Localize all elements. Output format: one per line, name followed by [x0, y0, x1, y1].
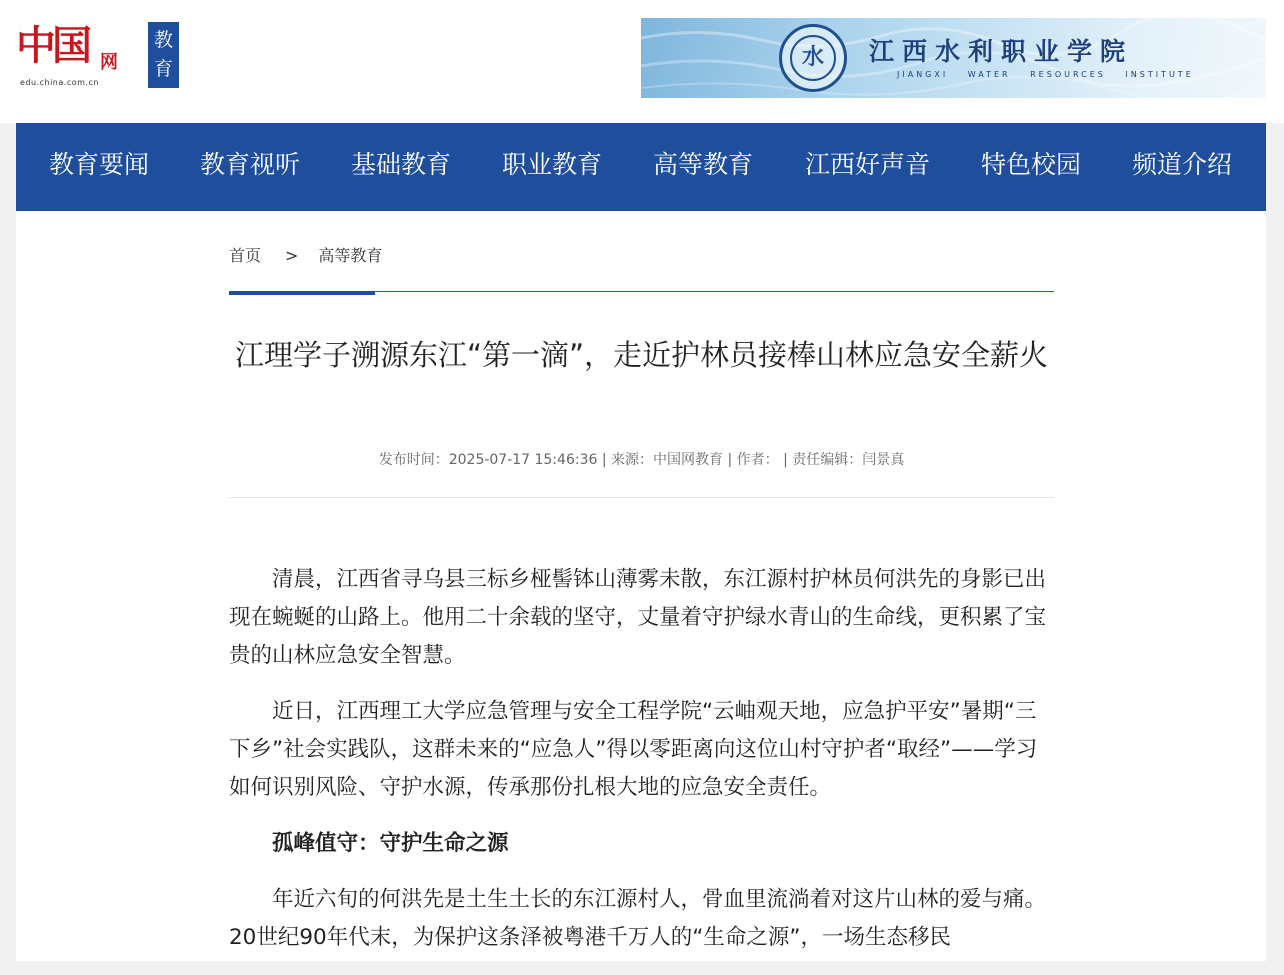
education-channel-badge: 教育 — [148, 22, 179, 88]
article-paragraph: 清晨，江西省寻乌县三标乡桠髻钵山薄雾未散，东江源村护林员何洪先的身影已出现在蜿蜒的山路上。他用二十余载的坚守，丈量着守护绿水青山的生命线，更积累了宝贵的山林应急安全智慧。 — [229, 567, 1047, 668]
breadcrumb-current-link[interactable]: 高等教育 — [318, 246, 383, 265]
nav-item-featured-campus[interactable]: 特色校园 — [981, 150, 1082, 179]
nav-item-vocational-education[interactable]: 职业教育 — [502, 150, 603, 179]
divider-accent — [229, 291, 375, 295]
nav-item-channel-intro[interactable]: 频道介绍 — [1132, 150, 1233, 179]
breadcrumb — [229, 243, 382, 266]
site-header — [0, 0, 1284, 123]
logo-domain-text: edu.china.com.cn — [20, 78, 99, 87]
nav-item-education-video[interactable]: 教育视听 — [200, 150, 301, 179]
institute-name-cn: 江西水利职业学院 — [869, 37, 1134, 66]
section-divider — [229, 291, 1054, 297]
article-title: 江理学子溯源东江“第一滴”，走近护林员接棒山林应急安全薪火 — [234, 338, 1049, 372]
article-paragraph: 近日，江西理工大学应急管理与安全工程学院“云岫观天地，应急护平安”暑期“三下乡”社会实践队，这群未来的“应急人”得以零距离向这位山村守护者“取经”——学习如何识别风险、守护水源，传承那份扎根大地的应急安全责任。 — [229, 699, 1038, 800]
meta-divider — [229, 497, 1054, 498]
article-meta: 发布时间：2025-07-17 15:46:36 | 来源：中国网教育 | 作者： | 责任编辑：闫景真 — [378, 452, 905, 468]
breadcrumb-home-link[interactable]: 首页 — [229, 246, 262, 265]
main-navigation — [16, 123, 1266, 211]
nav-item-education-news[interactable]: 教育要闻 — [49, 150, 150, 179]
article-paragraph: 年近六旬的何洪先是土生土长的东江源村人，骨血里流淌着对这片山林的爱与痛。20世纪90年代末，为保护这条泽被粤港千万人的“生命之源”，一场生态移民 — [229, 887, 1047, 950]
nav-item-higher-education[interactable]: 高等教育 — [653, 150, 754, 179]
nav-item-jiangxi-voice[interactable]: 江西好声音 — [805, 150, 931, 179]
article-page — [16, 211, 1266, 961]
logo-main-text: 中国 — [16, 22, 88, 69]
seal-character: 水 — [790, 35, 836, 81]
china-net-logo-mark — [16, 18, 140, 90]
nav-item-basic-education[interactable]: 基础教育 — [351, 150, 452, 179]
logo-suffix-text: 网 — [100, 52, 118, 73]
institute-seal-icon — [779, 24, 847, 92]
article-body — [229, 561, 1054, 975]
china-com-cn-education-logo[interactable] — [16, 18, 180, 90]
article-subheading: 孤峰值守：守护生命之源 — [272, 831, 509, 856]
institute-name-en: JIANGXI WATER RESOURCES INSTITUTE — [897, 70, 1194, 79]
breadcrumb-separator: > — [285, 246, 299, 265]
jiangxi-water-institute-banner[interactable] — [641, 18, 1266, 98]
